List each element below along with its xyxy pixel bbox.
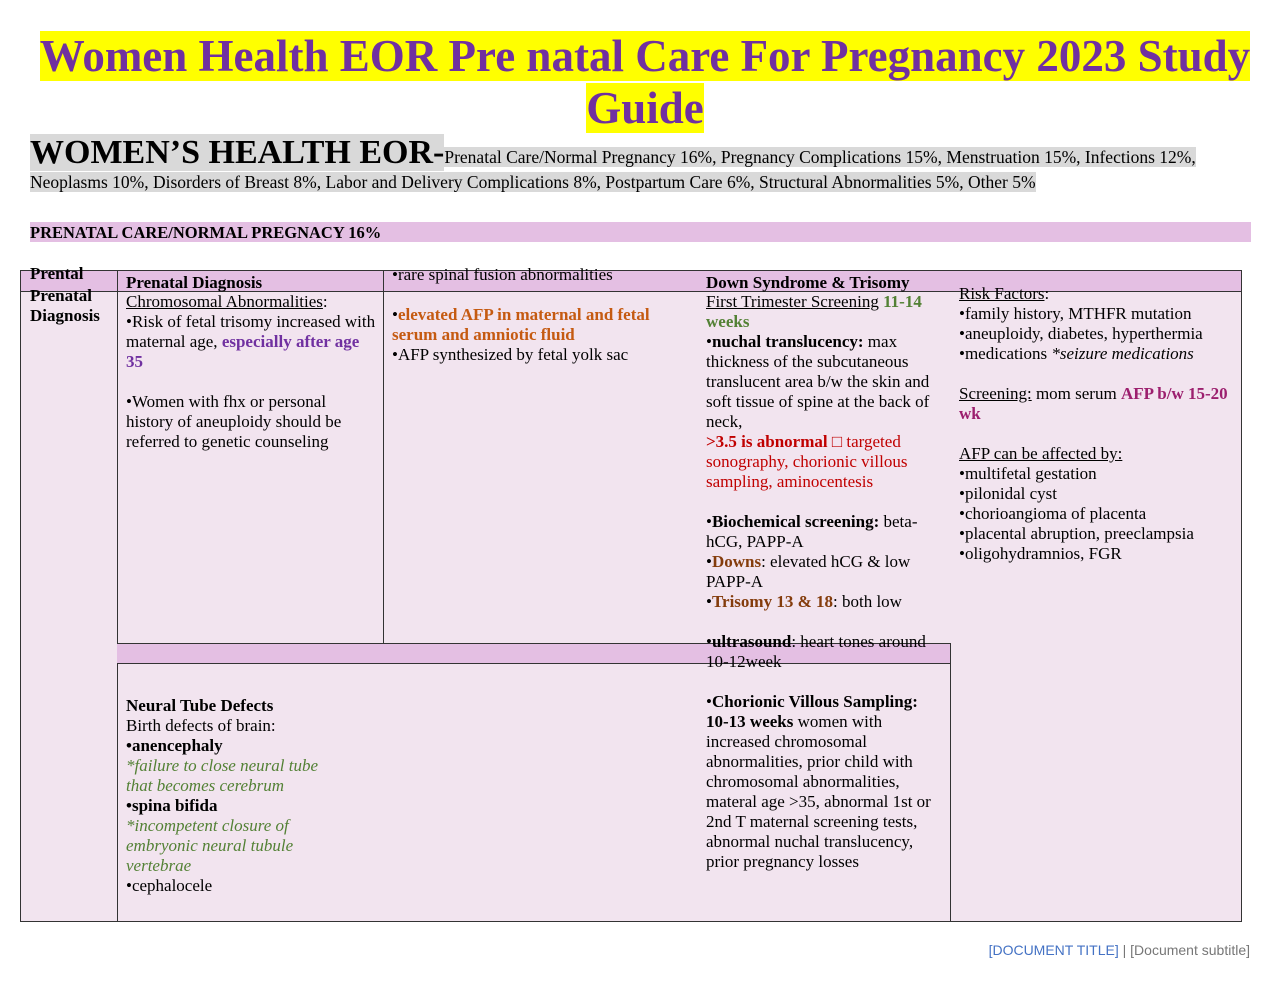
risk-item: •medications — [959, 344, 1052, 363]
downs-label: Downs — [711, 552, 762, 571]
cvs-label: Chorionic Villous Sampling: — [711, 692, 918, 711]
afp-affected-item: •multifetal gestation — [959, 464, 1097, 483]
nuchal-label: nuchal translucency: — [711, 332, 864, 351]
col0-body: Prenatal Diagnosis — [30, 286, 100, 325]
afp-affected-item: •chorioangioma of placenta — [959, 504, 1147, 523]
afp-synth: •AFP synthesized by fetal yolk sac — [392, 345, 629, 364]
risk-item-note: *seizure medications — [1051, 344, 1194, 363]
first-tri: First Trimester Screening — [706, 292, 879, 311]
afp-block: •elevated AFP in maternal and fetal serum and amniotic fluid •AFP synthesized by fetal yolk sac — [392, 305, 650, 364]
chromosomal-block: Chromosomal Abnormalities: •Risk of fetal trisomy increased with maternal age, especially after age 35 •Women with fhx or personal history of aneuploidy should be referred to genetic counseling — [126, 292, 376, 451]
chromo-heading: Chromosomal Abnormalities — [126, 292, 323, 311]
ntd-block — [126, 696, 346, 896]
risk-item: •family history, MTHFR mutation — [959, 304, 1192, 323]
nuchal-abnormal-text: targeted sonography, chorionic villous sampling, aminocentesis — [706, 432, 908, 491]
cvs-text: women with increased chromosomal abnormalities, prior child with chromosomal abnormalities, materal age >35, abnormal 1st or 2nd T maternal screening tests, abnormal nuchal translucency, prior pregnancy losses — [706, 712, 931, 871]
footer-doc-subtitle: [Document subtitle] — [1130, 942, 1250, 958]
screening-label: Screening: — [959, 384, 1032, 403]
ntd-intro: Birth defects of brain: — [126, 716, 276, 735]
footer-doc-title: [DOCUMENT TITLE] — [988, 942, 1119, 958]
screening-text: mom serum — [1031, 384, 1121, 403]
col1-header: Prenatal Diagnosis — [126, 273, 263, 292]
risk-block: Risk Factors: •family history, MTHFR mutation •aneuploidy, diabetes, hyperthermia •medications *seizure medications Screening: mom serum AFP b/w 15-20 wk AFP can be affected by: •multifetal gestation •pilonidal cyst •chorioangioma of placenta •placental abruption, preeclampsia •oligohydramnios, FGR — [959, 284, 1228, 563]
subtitle-text: Prenatal Care/Normal Pregnancy 16%, Pregnancy Complications 15%, Menstruation 15%, Infections 12%, Neoplasms 10%, Disorders of Breast 8%, Labor and Delivery Complications 8%, Postpartum Care 6%, Structural Abnormalities 5%, Other 5% — [30, 147, 1196, 192]
downs-text: : elevated hCG & low PAPP-A — [706, 552, 911, 591]
down-block: First Trimester Screening 11-14 weeks •nuchal translucency: max thickness of the subcutaneous translucent area b/w the skin and soft tissue of spine at the back of neck, >3.5 is abnormal □ targeted sonography, chorionic villous sampling, aminocentesis •Biochemical screening: beta-hCG, PAPP-A •Downs: elevated hCG & low PAPP-A •Trisomy 13 & 18: both low •ultrasound: heart tones around 10-12week •Chorionic Villous Sampling: 10-13 weeks women with increased chromosomal abnormalities, prior child with chromosomal abnormalities, materal age >35, abnormal 1st or 2nd T maternal screening tests, abnormal nuchal translucency, prior pregnancy losses — [706, 292, 931, 871]
footer-separator: | — [1118, 942, 1131, 958]
biochem-text: beta-hCG, PAPP-A — [706, 512, 918, 551]
nuchal-text: max thickness of the subcutaneous translucent area b/w the skin and soft tissue of spine at the back of neck, — [706, 332, 930, 431]
document-title: Women Health EOR Pre natal Care For Pregnancy 2023 Study Guide — [39, 31, 1251, 133]
chromo-bullet2: •Women with fhx or personal history of aneuploidy should be referred to genetic counseling — [126, 392, 342, 451]
afp-affected-heading: AFP can be affected by: — [959, 444, 1123, 463]
trisomy-text: : both low — [833, 592, 902, 611]
risk-item: •aneuploidy, diabetes, hyperthermia — [959, 324, 1203, 343]
subtitle — [30, 134, 1252, 195]
divider — [950, 643, 951, 921]
nuchal-abnormal: >3.5 is abnormal □ — [706, 432, 843, 451]
footer — [989, 942, 1250, 958]
ultrasound-text: : heart tones around 10-12week — [706, 632, 926, 671]
divider — [383, 271, 384, 643]
ntd-anencephaly: •anencephaly — [126, 736, 223, 755]
down-header: Down Syndrome & Trisomy — [706, 273, 910, 292]
first-tri-weeks: 11-14 weeks — [706, 292, 922, 331]
afp-affected-item: •pilonidal cyst — [959, 484, 1058, 503]
afp-elevated: elevated AFP in maternal and fetal serum and amniotic fluid — [392, 305, 650, 344]
trisomy-label: Trisomy 13 & 18 — [711, 592, 833, 611]
ntd-heading: Neural Tube Defects — [126, 696, 274, 715]
ntd-spina-bifida: •spina bifida — [126, 796, 218, 815]
col2-header: •rare spinal fusion abnormalities — [392, 265, 613, 284]
subtitle-lead: WOMEN’S HEALTH EOR- — [30, 134, 445, 171]
ntd-cephalocele: •cephalocele — [126, 876, 213, 895]
chromo-bullet1: •Risk of fetal trisomy increased with maternal age, — [126, 312, 376, 351]
screening-highlight: AFP b/w 15-20 wk — [959, 384, 1228, 423]
col0-header: Prental — [30, 264, 84, 283]
ultrasound-label: ultrasound — [711, 632, 792, 651]
ntd-spina-note: *incompetent closure of embryonic neural tubule vertebrae — [126, 816, 294, 875]
section-heading: PRENATAL CARE/NORMAL PREGNACY 16% — [30, 222, 1251, 242]
divider — [117, 271, 118, 921]
risk-heading: Risk Factors — [959, 284, 1045, 303]
afp-affected-item: •placental abruption, preeclampsia — [959, 524, 1194, 543]
cvs-weeks: 10-13 weeks — [706, 712, 794, 731]
chromo-highlight: especially after age 35 — [126, 332, 360, 371]
ntd-anencephaly-note: *failure to close neural tube that becomes cerebrum — [126, 756, 319, 795]
afp-affected-item: •oligohydramnios, FGR — [959, 544, 1122, 563]
biochem-label: Biochemical screening: — [711, 512, 880, 531]
